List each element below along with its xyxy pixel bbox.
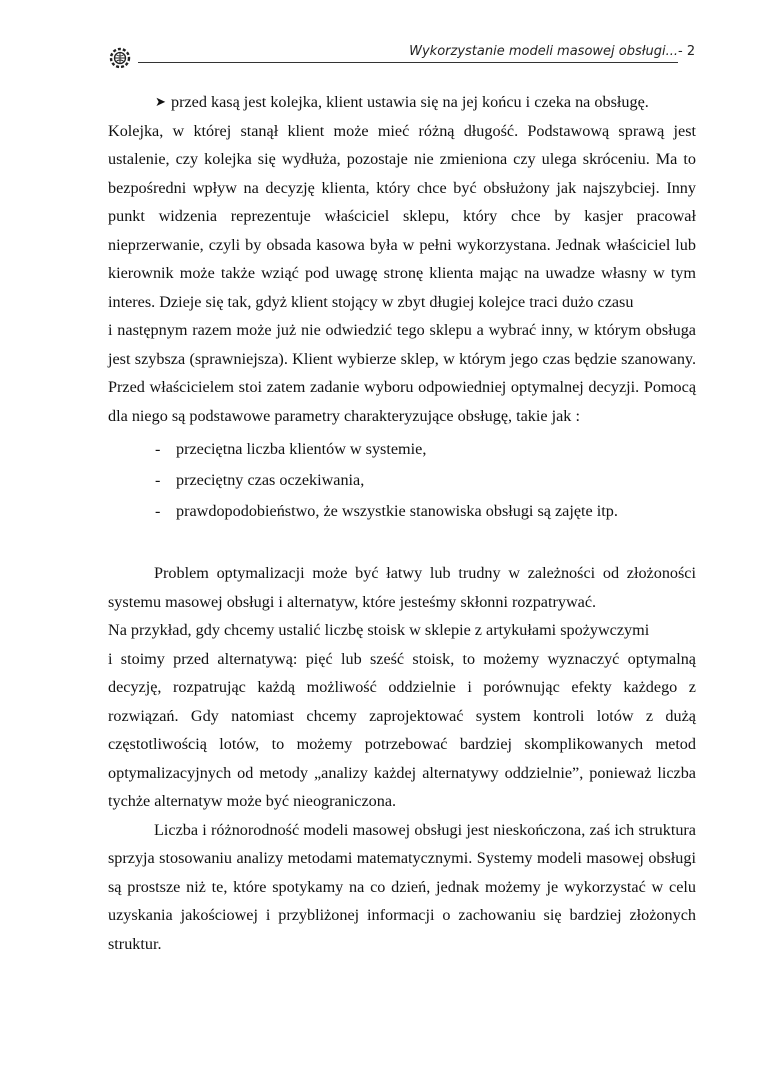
list-item-text: przeciętna liczba klientów w systemie, [176, 440, 427, 458]
paragraph-example: i stoimy przed alternatywą: pięć lub sześć stoisk, to możemy wyznaczyć optymalną decyzję, rozpatrując każdą możliwość oddzielnie i porównując efekty każdego z rozwiązań. Gdy natomiast chcemy zaprojektować system kontroli lotów z dużą częstotliwością lotów, to możemy potrzebować bardziej skomplikowanych metod optymalizacyjnych od metody „analizy każdej alternatywy oddzielnie”, ponieważ liczba tychże alternatyw może być nieograniczona. [108, 649, 696, 810]
paragraph-example-start: Na przykład, gdy chcemy ustalić liczbę stoisk w sklepie z artykułami spożywczymi [108, 621, 650, 639]
parameters-list [108, 434, 696, 527]
header-rule [138, 62, 678, 63]
paragraph-models: Liczba i różnorodność modeli masowej obsługi jest nieskończona, zaś ich struktura sprzyja stosowaniu analizy metodami matematycznymi. Systemy modeli masowej obsługi są prostsze niż te, które spotykamy na co dzień, jednak możemy je wykorzystać w celu uzyskania jakościowej i przybliżonej informacji o zachowaniu się bardziej złożonych struktur. [108, 820, 696, 953]
cog-globe-icon [108, 46, 132, 70]
list-item-text: prawdopodobieństwo, że wszystkie stanowiska obsługi są zajęte itp. [176, 502, 618, 520]
dash-bullet: - [155, 440, 161, 458]
page-header [108, 40, 688, 70]
spacer [108, 527, 696, 559]
list-item-text: przeciętny czas oczekiwania, [176, 471, 365, 489]
dash-bullet: - [155, 471, 161, 489]
paragraph-queue-length: Kolejka, w której stanął klient może mieć różną długość. Podstawową sprawą jest ustalenie, czy kolejka się wydłuża, pozostaje nie zmieniona czy ulega skróceniu. Ma to bezpośredni wpływ na decyzję klienta, który chce być obsłużony jak najszybciej. Inny punkt widzenia reprezentuje właściciel sklepu, który chce by kasjer pracował nieprzerwanie, czyli by obsada kasowa była w pełni wykorzystana. Jednak właściciel lub kierownik może także wziąć pod uwagę stronę klienta mając na uwadze własny w tym interes. Dzieje się tak, gdyż klient stojący w zbyt długiej kolejce traci dużo czasu [108, 121, 696, 311]
arrow-bullet-text: przed kasą jest kolejka, klient ustawia się na jej końcu i czeka na obsługę. [171, 93, 649, 111]
arrow-bullet-item [108, 88, 696, 117]
document-body [108, 88, 696, 958]
list-item [108, 496, 696, 527]
page-number: - 2 [678, 44, 696, 59]
list-item [108, 434, 696, 465]
paragraph-optimization: Problem optymalizacji może być łatwy lub trudny w zależności od złożoności systemu masowej obsługi i alternatyw, które jesteśmy skłonni rozpatrywać. [108, 564, 696, 611]
header-title: Wykorzystanie modeli masowej obsługi... [409, 44, 678, 59]
arrow-bullet-icon: ➤ [155, 94, 166, 109]
dash-bullet: - [155, 502, 161, 520]
list-item [108, 465, 696, 496]
paragraph-queue-length-cont: i następnym razem może już nie odwiedzić tego sklepu a wybrać inny, w którym obsługa jest szybsza (sprawniejsza). Klient wybierze sklep, w którym jego czas będzie szanowany. Przed właścicielem stoi zatem zadanie wyboru odpowiedniej optymalnej decyzji. Pomocą dla niego są podstawowe parametry charakteryzujące obsługę, takie jak : [108, 321, 696, 425]
